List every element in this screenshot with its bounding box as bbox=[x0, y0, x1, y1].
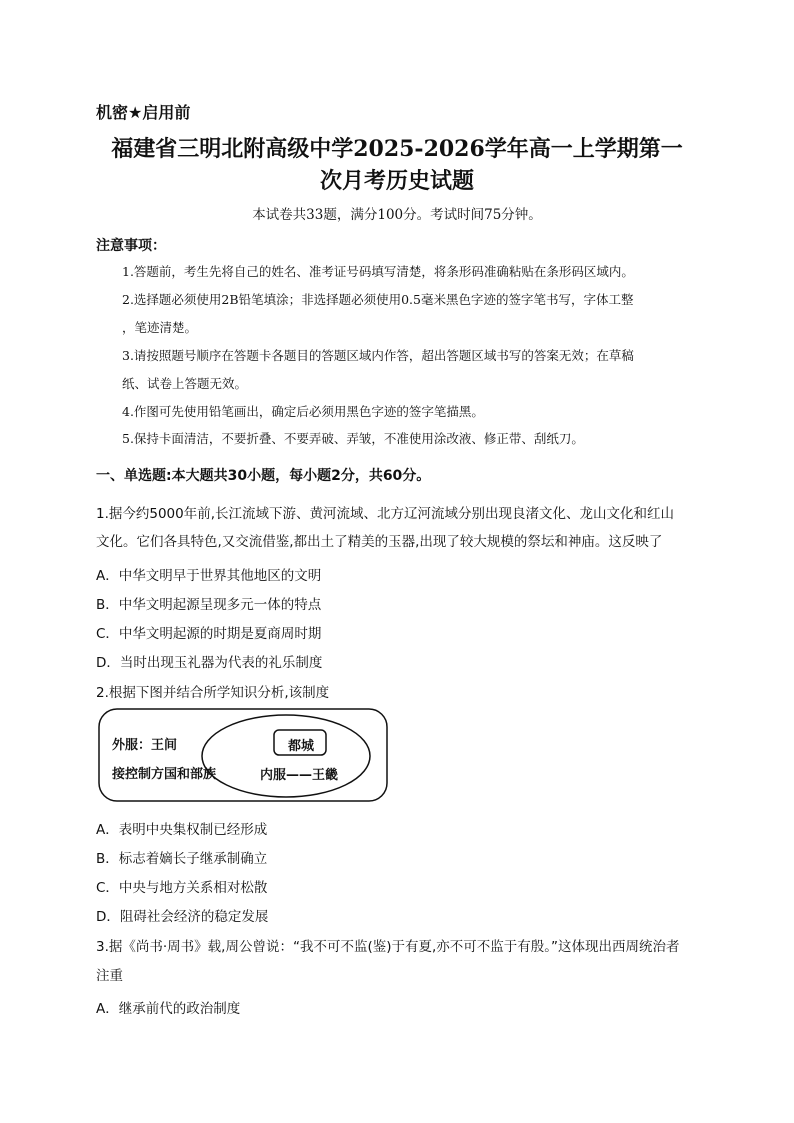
question-stem-line: 3.据《尚书·周书》载,周公曾说：“我不可不监(鉴)于有夏,亦不可不监于有殷。”这体现出西周统治者 bbox=[96, 939, 680, 955]
notice-line: 1.答题前，考生先将自己的姓名、准考证号码填写清楚，将条形码准确粘贴在条形码区域内。 bbox=[122, 264, 634, 279]
outer-service-label: 外服：王间 bbox=[112, 738, 178, 753]
inner-service-label: 内服——王畿 bbox=[260, 768, 339, 783]
notice-line: 3.请按照题号顺序在答题卡各题目的答题区域内作答，超出答题区域书写的答案无效；在草稿 bbox=[122, 348, 634, 363]
option-d: D．当时出现玉礼器为代表的礼乐制度 bbox=[96, 655, 323, 671]
notice-line: 2.选择题必须使用2B铅笔填涂；非选择题必须使用0.5毫米黑色字迹的签字笔书写，字体工整 bbox=[122, 292, 634, 307]
option-a: A．继承前代的政治制度 bbox=[96, 1001, 241, 1017]
option-b: B．中华文明起源呈现多元一体的特点 bbox=[96, 597, 322, 613]
diagram-shapes bbox=[98, 708, 388, 802]
notice-line: 4.作图可先使用铅笔画出，确定后必须用黑色字迹的签字笔描黑。 bbox=[122, 404, 484, 419]
fenfeng-diagram bbox=[98, 708, 388, 802]
question-stem-line: 注重 bbox=[96, 968, 123, 984]
outer-frame bbox=[99, 709, 387, 801]
option-a: A．表明中央集权制已经形成 bbox=[96, 822, 268, 838]
option-b: B．标志着嫡长子继承制确立 bbox=[96, 851, 268, 867]
question-stem-line: 1.据今约5000年前,长江流域下游、黄河流域、北方辽河流域分别出现良渚文化、龙山文化和红山 bbox=[96, 506, 675, 522]
option-c: C．中央与地方关系相对松散 bbox=[96, 880, 268, 896]
classified-label: 机密★启用前 bbox=[96, 103, 191, 122]
notice-heading: 注意事项： bbox=[96, 238, 166, 254]
notice-line: 5.保持卡面清洁，不要折叠、不要弄破、弄皱，不准使用涂改液、修正带、刮纸刀。 bbox=[122, 431, 584, 446]
option-a: A．中华文明早于世界其他地区的文明 bbox=[96, 568, 322, 584]
exam-title-line-2: 次月考历史试题 bbox=[319, 168, 474, 194]
inner-ellipse bbox=[202, 715, 370, 797]
question-stem-line: 2.根据下图并结合所学知识分析,该制度 bbox=[96, 685, 330, 701]
notice-line: ，笔迹清楚。 bbox=[122, 320, 198, 335]
question-stem-line: 文化。它们各具特色,又交流借鉴,都出土了精美的玉器,出现了较大规模的祭坛和神庙。这反映了 bbox=[96, 534, 663, 550]
capital-label: 都城 bbox=[288, 739, 315, 754]
section-heading: 一、单选题:本大题共30小题，每小题2分，共60分。 bbox=[96, 468, 431, 484]
option-c: C．中华文明起源的时期是夏商周时期 bbox=[96, 626, 322, 642]
option-d: D．阻碍社会经济的稳定发展 bbox=[96, 909, 269, 925]
exam-info: 本试卷共33题，满分100分。考试时间75分钟。 bbox=[252, 207, 542, 223]
outer-service-label: 接控制方国和部族 bbox=[112, 767, 217, 782]
notice-line: 纸、试卷上答题无效。 bbox=[122, 376, 248, 391]
exam-title-line-1: 福建省三明北附高级中学2025-2026学年高一上学期第一 bbox=[111, 136, 683, 162]
